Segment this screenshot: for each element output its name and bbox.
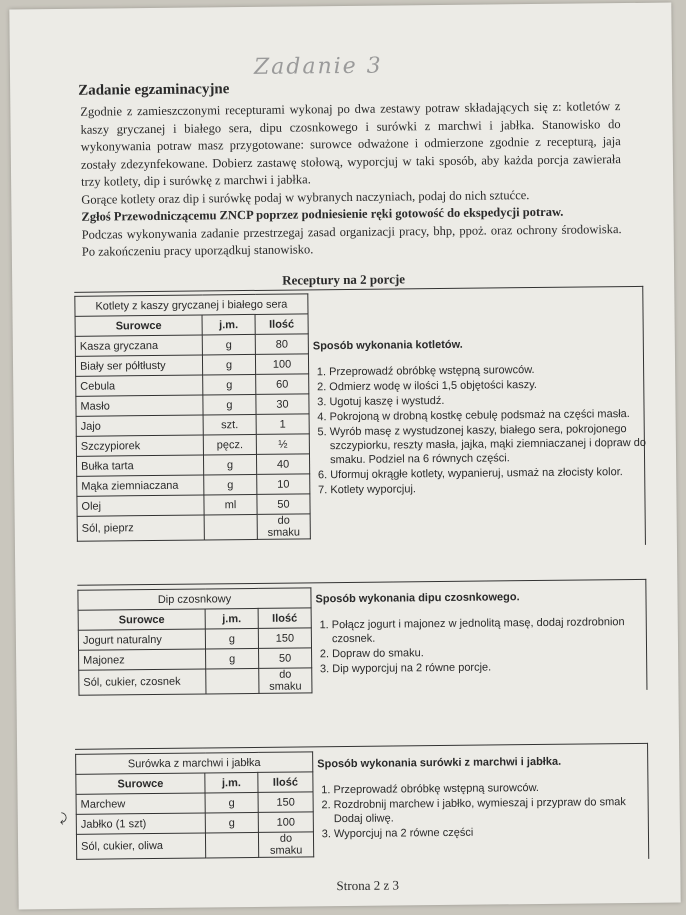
- amount-cell: 150: [258, 792, 313, 813]
- recipe1-name: Kotlety z kaszy gryczanej i białego sera: [75, 294, 308, 316]
- method-step: 1. Przeprowadź obróbkę wstępną surowców.: [329, 362, 647, 379]
- amount-cell: do smaku: [258, 832, 313, 858]
- amount-cell: 40: [256, 454, 309, 475]
- col-surowce: Surowce: [75, 315, 202, 336]
- table-row: [78, 628, 311, 650]
- table-row: [75, 354, 308, 376]
- table-row: [76, 832, 313, 859]
- ingredient-cell: Bułka tarta: [76, 455, 203, 476]
- method-step: 4. Pokrojoną w drobną kostkę cebulę podsmaż na części masła.: [330, 407, 648, 424]
- amount-cell: 80: [255, 334, 308, 355]
- amount-cell: ½: [256, 434, 309, 455]
- ingredient-cell: Marchew: [76, 793, 205, 814]
- amount-cell: 100: [258, 812, 313, 833]
- column-header-row: [78, 608, 311, 630]
- col-ilosc: Ilość: [258, 772, 313, 793]
- table-row: [76, 434, 309, 456]
- ingredient-cell: Masło: [76, 395, 203, 416]
- table-row: [79, 668, 312, 695]
- amount-cell: 50: [257, 494, 310, 515]
- handwritten-note: Zadanie 3: [253, 53, 383, 80]
- table-row: [79, 648, 312, 670]
- recipe2-table: [77, 587, 312, 695]
- table-header-row: [76, 752, 313, 774]
- col-ilosc: Ilość: [255, 314, 308, 335]
- col-jm: j.m.: [202, 314, 255, 335]
- exam-sheet: [9, 3, 680, 910]
- amount-cell: 30: [256, 394, 309, 415]
- ingredient-cell: Sól, cukier, oliwa: [76, 833, 205, 859]
- amount-cell: 100: [255, 354, 308, 375]
- table-row: [75, 334, 308, 356]
- method-title: Sposób wykonania kotletów.: [312, 338, 463, 353]
- amount-cell: do smaku: [259, 668, 312, 694]
- column-header-row: [75, 314, 308, 336]
- col-jm: j.m.: [205, 772, 258, 793]
- ingredient-cell: Szczypiorek: [76, 435, 203, 456]
- table-header-row: [75, 294, 308, 316]
- unit-cell: [204, 514, 257, 540]
- unit-cell: [205, 832, 258, 858]
- page-title: Zadanie egzaminacyjne: [78, 81, 230, 99]
- method-title: Sposób wykonania dipu czosnkowego.: [315, 591, 520, 606]
- method-step: 2. Dopraw do smaku.: [332, 644, 650, 661]
- ingredient-cell: Jajo: [76, 415, 203, 436]
- method-steps: [313, 362, 648, 497]
- unit-cell: g: [203, 374, 256, 395]
- column-header-row: [76, 772, 313, 794]
- table-row: [76, 812, 313, 834]
- table-row: [77, 514, 310, 541]
- unit-cell: g: [203, 394, 256, 415]
- amount-cell: 60: [256, 374, 309, 395]
- method-step: 3. Dip wyporcjuj na 2 równe porcje.: [332, 659, 650, 676]
- page-number: Strona 2 z 3: [336, 877, 400, 894]
- unit-cell: pęcz.: [203, 434, 256, 455]
- amount-cell: 50: [259, 648, 312, 669]
- col-surowce: Surowce: [78, 609, 205, 630]
- intro-bold-paragraph: Zgłoś Przewodniczącemu ZNCP poprzez podniesienie ręki gotowość do ekspedycji potraw.: [81, 204, 564, 224]
- unit-cell: g: [202, 354, 255, 375]
- method-step: 2. Rozdrobnij marchew i jabłko, wymieszaj i przypraw do smak Dodaj oliwę.: [334, 795, 652, 826]
- unit-cell: g: [205, 628, 258, 649]
- unit-cell: g: [203, 454, 256, 475]
- ingredient-cell: Biały ser półtłusty: [75, 355, 202, 376]
- table-row: [77, 474, 310, 496]
- ingredient-cell: Sól, pieprz: [77, 515, 204, 541]
- table-row: [77, 494, 310, 516]
- col-ilosc: Ilość: [258, 608, 311, 629]
- ingredient-cell: Jogurt naturalny: [78, 629, 205, 650]
- method-title: Sposób wykonania surówki z marchwi i jabłka.: [317, 755, 562, 771]
- recipe2-method: [315, 589, 650, 677]
- table-row: [76, 454, 309, 476]
- ingredient-cell: Majonez: [79, 649, 206, 670]
- col-surowce: Surowce: [76, 773, 205, 794]
- method-step: 1. Połącz jogurt i majonez w jednolitą masę, dodaj rozdrobnion czosnek.: [332, 615, 650, 646]
- intro-paragraph-end: Podczas wykonywania zadanie przestrzegaj zasad organizacji pracy, bhp, ppoż. oraz ochrony środowiska. Po zakończeniu pracy uporządkuj stanowisko.: [81, 221, 622, 259]
- amount-cell: 150: [258, 628, 311, 649]
- method-steps: [316, 615, 651, 676]
- unit-cell: g: [204, 474, 257, 495]
- recipe2-rows: [78, 628, 312, 695]
- unit-cell: g: [202, 334, 255, 355]
- table-row: [76, 394, 309, 416]
- amount-cell: 10: [257, 474, 310, 495]
- recipe1-table: [74, 293, 311, 541]
- method-step: 5. Wyrób masę z wystudzonej kaszy, białego sera, pokrojonego szczypiorku, reszty masła, jajka, mąki ziemniaczanej i dopraw do smaku. Podziel na 6 równych części.: [330, 422, 648, 467]
- ingredient-cell: Olej: [77, 495, 204, 516]
- unit-cell: szt.: [203, 414, 256, 435]
- table-header-row: [78, 588, 311, 610]
- amount-cell: do smaku: [257, 514, 310, 540]
- recipe1-rows: [75, 334, 310, 541]
- unit-cell: [206, 668, 259, 694]
- method-step: 2. Odmierz wodę w ilości 1,5 objętości kaszy.: [329, 377, 647, 394]
- table-row: [76, 374, 309, 396]
- table-row: [76, 414, 309, 436]
- table-row: [76, 792, 313, 814]
- col-jm: j.m.: [205, 608, 258, 629]
- pen-mark-icon: ⤸: [59, 810, 68, 826]
- intro-paragraph-1: Zgodnie z zamieszczonymi recepturami wykonaj po dwa zestawy potraw składających się z: kotletów z kaszy gryczanej i białego sera, dipu czosnkowego i surówki z marchwi i jabłka. Stanowisko do wykonywania potraw masz przygotowane: surowce odważone i odmierzone zgodnie z recepturą, jaja zostały zdezynfekowane. Dobierz zastawę stołową, wyporcjuj w taki sposób, aby każda porcja zawierała trzy kotlety, dip i surówkę z marchwi i jabłka.: [80, 99, 621, 189]
- task-instructions: [80, 98, 622, 261]
- ingredient-cell: Jabłko (1 szt): [76, 813, 205, 834]
- method-step: 3. Ugotuj kaszę i wystudź.: [329, 392, 647, 409]
- method-step: 7. Kotlety wyporcjuj.: [330, 480, 648, 497]
- method-step: 3. Wyporcjuj na 2 równe części: [334, 824, 652, 841]
- recipe2-name: Dip czosnkowy: [78, 588, 311, 610]
- unit-cell: g: [205, 812, 258, 833]
- method-step: 1. Przeprowadź obróbkę wstępną surowców.: [333, 780, 651, 797]
- ingredient-cell: Kasza gryczana: [75, 335, 202, 356]
- intro-paragraph-2: Gorące kotlety oraz dip i surówkę podaj w wybranych naczyniach, podaj do nich sztućce.: [81, 187, 530, 207]
- recipe3-rows: [76, 792, 314, 859]
- unit-cell: g: [205, 792, 258, 813]
- unit-cell: g: [206, 648, 259, 669]
- ingredient-cell: Sól, cukier, czosnek: [79, 669, 206, 695]
- ingredient-cell: Mąka ziemniaczana: [77, 475, 204, 496]
- ingredient-cell: Cebula: [76, 375, 203, 396]
- unit-cell: ml: [204, 494, 257, 515]
- method-step: 6. Uformuj okrągłe kotlety, wypanieruj, usmaż na złocisty kolor.: [330, 465, 648, 482]
- recipe3-method: [317, 754, 652, 842]
- recipe3-table: [75, 751, 314, 859]
- method-steps: [317, 780, 652, 841]
- recipes-heading: Receptury na 2 porcje: [282, 271, 406, 288]
- recipe3-name: Surówka z marchwi i jabłka: [76, 752, 313, 774]
- amount-cell: 1: [256, 414, 309, 435]
- recipe1-method: [313, 336, 649, 498]
